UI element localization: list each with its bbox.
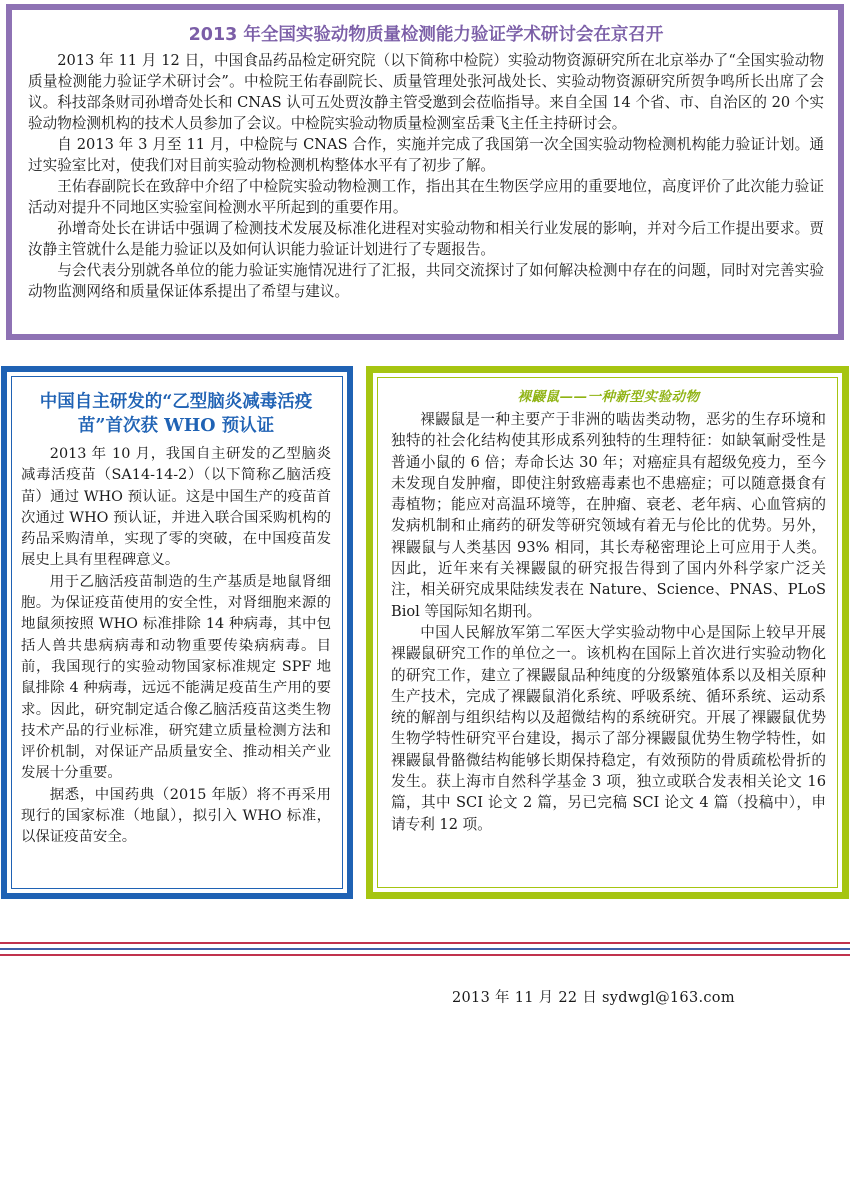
meeting-news-paragraph: 与会代表分别就各单位的能力验证实施情况进行了汇报，共同交流探讨了如何解决检测中存在的问题，同时对完善实验动物监测网络和质量保证体系提出了希望与建议。 — [28, 262, 824, 300]
vaccine-news-paragraph: 2013 年 10 月，我国自主研发的乙型脑炎减毒活疫苗（SA14-14-2）（以下简称乙脑活疫苗）通过 WHO 预认证。这是中国生产的疫苗首次通过 WHO 预认证，并进入联合国采购机构的药品采购清单，实现了零的突破，在中国疫苗发展史上具有里程碑意义。 — [21, 446, 331, 569]
mole-rat-news-paragraph: 裸鼹鼠是一种主要产于非洲的啮齿类动物，恶劣的生存环境和独特的社会化结构使其形成系列独特的生理特征：如缺氧耐受性是普通小鼠的 6 倍；寿命长达 30 年；对癌症具有超级免疫力，至今未发现自发肿瘤，即使注射致癌毒素也不患癌症；可以随意摄食有毒植物；能应对高温环境等，在肿瘤、衰老、老年病、心血管病的发病机制和止痛药的研发等研究领域有着无与伦比的优势。另外，裸鼹鼠与人类基因 93% 相同，其长寿秘密理论上可应用于人类。因此，近年来有关裸鼹鼠的研究报告得到了国内外科学家广泛关注，相关研究成果陆续发表在 Nature、Science、PNAS、PLoS Biol 等国际知名期刊。 — [391, 411, 826, 620]
vaccine-news-paragraph: 用于乙脑活疫苗制造的生产基质是地鼠肾细胞。为保证疫苗使用的安全性，对肾细胞来源的地鼠须按照 WHO 标准排除 14 种病毒，其中包括人兽共患病病毒和动物重要传染病病毒。目前，我国现行的实验动物国家标准规定 SPF 地鼠排除 4 种病毒，远远不能满足疫苗生产用的要求。因此，研究制定适合像乙脑活疫苗这类生物技术产品的行业标准，研究建立质量检测方法和评价机制，对保证产品质量安全、推动相关产业发展十分重要。 — [21, 573, 331, 782]
vaccine-news-paragraph: 据悉，中国药典（2015 年版）将不再采用现行的国家标准（地鼠），拟引入 WHO 标准，以保证疫苗安全。 — [21, 786, 331, 846]
footer-divider-red — [0, 954, 850, 956]
meeting-news-paragraph: 2013 年 11 月 12 日，中国食品药品检定研究院（以下简称中检院）实验动物资源研究所在北京举办了“全国实验动物质量检测能力验证学术研讨会”。中检院王佑春副院长、质量管理处张河战处长、实验动物资源研究所贺争鸣所长出席了会议。科技部条财司孙增奇处长和 CNAS 认可五处贾汝静主管受邀到会莅临指导。来自全国 14 个省、市、自治区的 20 个实验动物检测机构的技术人员参加了会议。中检院实验动物质量检测室岳秉飞主任主持研讨会。 — [28, 52, 824, 132]
footer-divider-blue — [0, 948, 850, 950]
vaccine-news-box — [1, 366, 353, 899]
meeting-news-paragraph: 孙增奇处长在讲话中强调了检测技术发展及标准化进程对实验动物和相关行业发展的影响，并对今后工作提出要求。贾汝静主管就什么是能力验证以及如何认识能力验证计划进行了专题报告。 — [28, 220, 824, 258]
meeting-news-title: 2013 年全国实验动物质量检测能力验证学术研讨会在京召开 — [188, 25, 664, 45]
meeting-news-paragraph: 王佑春副院长在致辞中介绍了中检院实验动物检测工作，指出其在生物医学应用的重要地位，高度评价了此次能力验证活动对提升不同地区实验室间检测水平所起到的重要作用。 — [28, 178, 824, 216]
mole-rat-news-paragraph: 中国人民解放军第二军医大学实验动物中心是国际上较早开展裸鼹鼠研究工作的单位之一。该机构在国际上首次进行实验动物化的研究工作，建立了裸鼹鼠品种纯度的分级繁殖体系以及相关原种生产技术，完成了裸鼹鼠消化系统、呼吸系统、循环系统、运动系统的解剖与组织结构以及超微结构的系统研究。开展了裸鼹鼠优势生物学特性研究平台建设，揭示了部分裸鼹鼠优势生物学特性，如裸鼹鼠骨骼微结构能够长期保持稳定，有效预防的骨质疏松骨折的发生。获上海市自然科学基金 3 项，独立或联合发表相关论文 16 篇，其中 SCI 论文 2 篇，另已完稿 SCI 论文 4 篇（投稿中），申请专利 12 项。 — [391, 623, 826, 833]
meeting-news-box — [6, 4, 844, 340]
meeting-news-paragraph: 自 2013 年 3 月至 11 月，中检院与 CNAS 合作，实施并完成了我国第一次全国实验动物检测机构能力验证计划。通过实验室比对，使我们对目前实验动物检测机构整体水平有了初步了解。 — [28, 136, 824, 174]
footer-divider-red — [0, 942, 850, 944]
mole-rat-news-box — [366, 366, 849, 899]
footer-date-email: 2013 年 11 月 22 日 sydwgl@163.com — [452, 990, 735, 1006]
mole-rat-news-title: 裸鼹鼠——一种新型实验动物 — [517, 389, 700, 405]
vaccine-news-title: 中国自主研发的“乙型脑炎减毒活疫苗”首次获 WHO 预认证 — [39, 392, 313, 436]
